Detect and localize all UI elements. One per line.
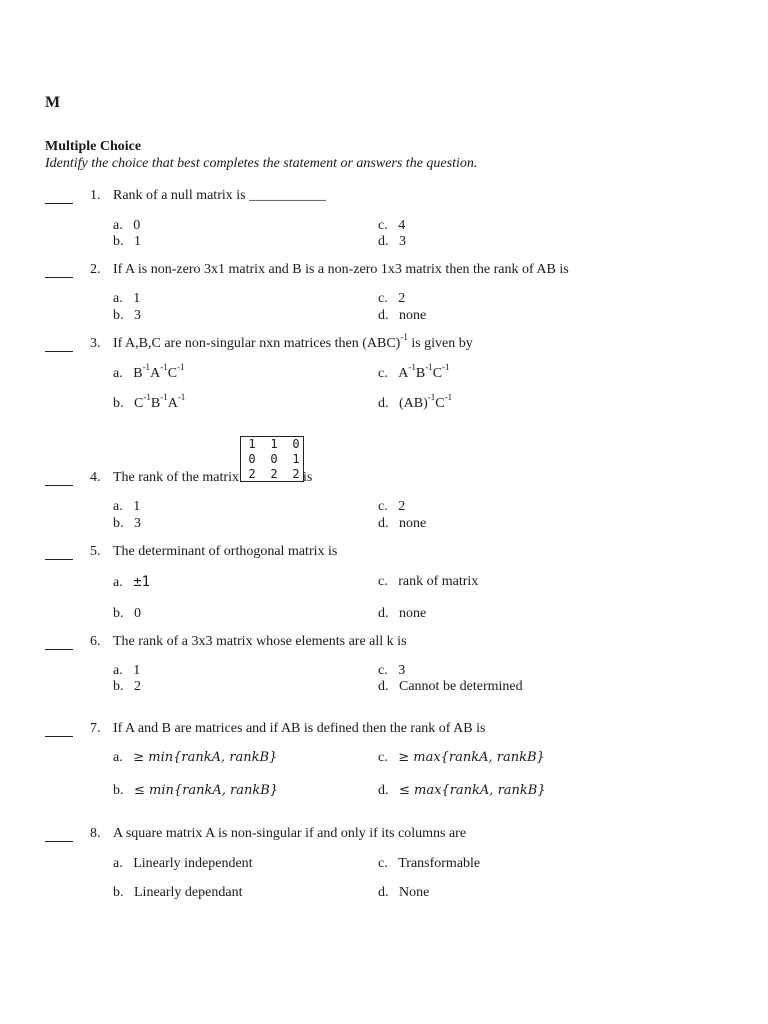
option-b: b. ≤ min{rankA, rankB}	[113, 783, 279, 798]
section-title: Multiple Choice	[45, 139, 142, 154]
question-text-suffix: is	[303, 470, 313, 485]
option-a: a. ≥ min{rankA, rankB}	[113, 750, 278, 765]
question-text: If A,B,C are non-singular nxn matrices then (ABC)$^{-1}$ is given by	[113, 332, 473, 351]
matrix-row: 1 1 0	[248, 437, 300, 451]
question-text: The determinant of orthogonal matrix is	[113, 544, 338, 559]
option-b: b. 3	[113, 516, 141, 531]
option-c: c. $A^{-1}B^{-1}C^{-1}$	[378, 362, 450, 381]
option-a: a. 0	[113, 218, 141, 233]
option-a: a. ±1	[113, 574, 151, 590]
option-a: a. $B^{-1}A^{-1}C^{-1}$	[113, 362, 185, 381]
option-a: a. 1	[113, 663, 141, 678]
answer-blank-q2[interactable]	[45, 277, 73, 278]
question-number: 3.	[90, 336, 101, 351]
option-b: b. 1	[113, 234, 141, 249]
matrix	[240, 436, 304, 482]
answer-blank-q4[interactable]	[45, 485, 73, 486]
option-d: d. none	[378, 308, 427, 323]
option-b: b. 0	[113, 606, 141, 621]
question-text: A square matrix A is non-singular if and only if its columns are	[113, 826, 467, 841]
question-text: If A and B are matrices and if AB is defined then the rank of AB is	[113, 721, 486, 736]
option-c: c. 4	[378, 218, 406, 233]
question-number: 6.	[90, 634, 101, 649]
question-number: 7.	[90, 721, 101, 736]
option-c: c. rank of matrix	[378, 574, 479, 589]
option-c: c. Transformable	[378, 856, 481, 871]
question-text: Rank of a null matrix is ___________	[113, 188, 327, 203]
answer-blank-q6[interactable]	[45, 649, 73, 650]
question-number: 2.	[90, 262, 101, 277]
option-d: d. 3	[378, 234, 406, 249]
option-c: c. 3	[378, 663, 406, 678]
option-d: d. $(AB)^{-1}C^{-1}$	[378, 392, 453, 411]
matrix-row: 2 2 2	[248, 467, 300, 481]
answer-blank-q8[interactable]	[45, 841, 73, 842]
question-text: The rank of a 3x3 matrix whose elements are all k is	[113, 634, 407, 649]
option-d: d. none	[378, 606, 427, 621]
answer-blank-q3[interactable]	[45, 351, 73, 352]
option-b: b. $C^{-1}B^{-1}A^{-1}$	[113, 392, 186, 411]
question-number: 1.	[90, 188, 101, 203]
answer-blank-q7[interactable]	[45, 736, 73, 737]
question-text: The rank of the matrix	[113, 470, 239, 485]
option-a: a. Linearly independent	[113, 856, 253, 871]
option-c: c. ≥ max{rankA, rankB}	[378, 750, 545, 765]
option-a: a. 1	[113, 291, 141, 306]
document-title: M	[45, 94, 61, 111]
question-number: 4.	[90, 470, 101, 485]
option-d: d. Cannot be determined	[378, 679, 523, 694]
option-d: d. None	[378, 885, 430, 900]
option-b: b. 2	[113, 679, 141, 694]
option-a: a. 1	[113, 499, 141, 514]
option-d: d. ≤ max{rankA, rankB}	[378, 783, 546, 798]
answer-blank-q5[interactable]	[45, 559, 73, 560]
option-c: c. 2	[378, 291, 406, 306]
section-instructions: Identify the choice that best completes the statement or answers the question.	[45, 156, 478, 171]
matrix-row: 0 0 1	[248, 452, 300, 466]
question-number: 8.	[90, 826, 101, 841]
option-d: d. none	[378, 516, 427, 531]
question-number: 5.	[90, 544, 101, 559]
option-b: b. Linearly dependant	[113, 885, 243, 900]
option-b: b. 3	[113, 308, 141, 323]
option-c: c. 2	[378, 499, 406, 514]
answer-blank-q1[interactable]	[45, 203, 73, 204]
question-text: If A is non-zero 3x1 matrix and B is a non-zero 1x3 matrix then the rank of AB is	[113, 262, 569, 277]
